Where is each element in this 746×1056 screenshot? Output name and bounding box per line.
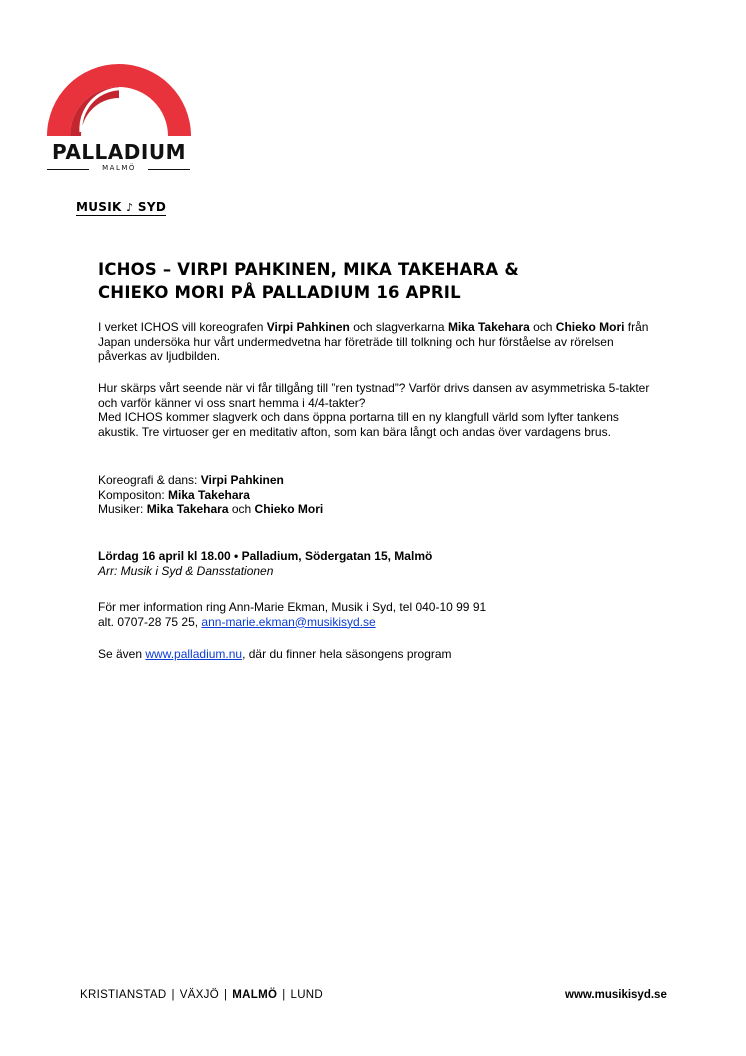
credit-label: Koreografi & dans:	[98, 473, 201, 487]
body-question: Hur skärps vårt seende när vi får tillgång till ”ren tystnad”? Varför drivs dansen av asymmetriska 5-takter och varför känner vi oss snart hemma i 4/4-takter?	[98, 381, 650, 410]
body-paragraph	[98, 381, 658, 439]
music-note-icon: ♪	[126, 201, 134, 214]
contact-info	[98, 600, 658, 629]
footer-website: www.musikisyd.se	[565, 989, 667, 1001]
event-date-venue: Lördag 16 april kl 18.00 • Palladium, Södergatan 15, Malmö	[98, 549, 433, 563]
palladium-city: MALMÖ	[102, 164, 136, 172]
artist-name: Chieko Mori	[555, 320, 625, 334]
city-lund: LUND	[290, 989, 324, 1001]
intro-text: och slagverkarna	[349, 320, 448, 334]
divider: |	[223, 989, 228, 1001]
body-text: Med ICHOS kommer slagverk och dans öppna portarna till en ny klangfull värld som lyfter tankens akustik. Tre virtuoser ger en meditativ afton, som kan bära långt och andas över vardagens brus.	[98, 410, 619, 439]
title-line-1: ICHOS – VIRPI PAHKINEN, MIKA TAKEHARA &	[98, 260, 519, 279]
contact-email-link[interactable]: ann-marie.ekman@musikisyd.se	[201, 614, 376, 629]
divider: |	[171, 989, 175, 1001]
intro-text: från Japan undersöka hur vårt undermedvetna har företräde till tolkning och hur förståelse av rörelsen påverkas av ljudbilden.	[98, 320, 649, 364]
credit-value: Mika Takehara	[168, 487, 250, 502]
musik-i-syd-logo	[76, 200, 166, 216]
city-kristianstad: KRISTIANSTAD	[80, 989, 167, 1001]
divider	[148, 169, 190, 170]
musik-logo-text: MUSIK	[76, 200, 122, 214]
credit-value: Mika Takehara	[146, 502, 229, 517]
credits	[98, 473, 658, 517]
city-malmo: MALMÖ	[232, 989, 278, 1001]
palladium-wordmark: PALLADIUM	[52, 140, 186, 164]
credit-label: Kompositon:	[98, 487, 169, 502]
artist-name: Virpi Pahkinen	[266, 320, 350, 334]
contact-phone: alt. 0707-28 75 25,	[98, 614, 202, 629]
event-info	[98, 549, 658, 578]
intro-paragraph	[98, 320, 658, 364]
divider: |	[282, 989, 286, 1001]
credit-label: Musiker:	[98, 502, 147, 517]
more-info	[98, 647, 658, 662]
event-organizer: Arr: Musik i Syd & Dansstationen	[98, 563, 274, 578]
more-text: Se även	[98, 647, 146, 661]
intro-text: och	[529, 320, 556, 334]
credit-value: Virpi Pahkinen	[200, 473, 284, 487]
title-line-2: CHIEKO MORI PÅ PALLADIUM 16 APRIL	[98, 283, 461, 302]
press-release-title	[98, 258, 618, 304]
contact-text: För mer information ring Ann-Marie Ekman, Musik i Syd, tel 040-10 99 91	[98, 600, 487, 614]
more-text: , där du finner hela säsongens program	[242, 647, 452, 661]
syd-logo-text: SYD	[137, 200, 167, 214]
palladium-arch-icon	[45, 58, 193, 138]
intro-text: I verket ICHOS vill koreografen	[98, 320, 267, 334]
credit-value: Chieko Mori	[254, 502, 324, 517]
city-vaxjo: VÄXJÖ	[179, 989, 219, 1001]
artist-name: Mika Takehara	[447, 320, 530, 334]
palladium-website-link[interactable]: www.palladium.nu	[145, 647, 243, 661]
footer-cities	[80, 989, 323, 1001]
credit-text: och	[228, 502, 255, 517]
palladium-logo	[45, 58, 195, 172]
